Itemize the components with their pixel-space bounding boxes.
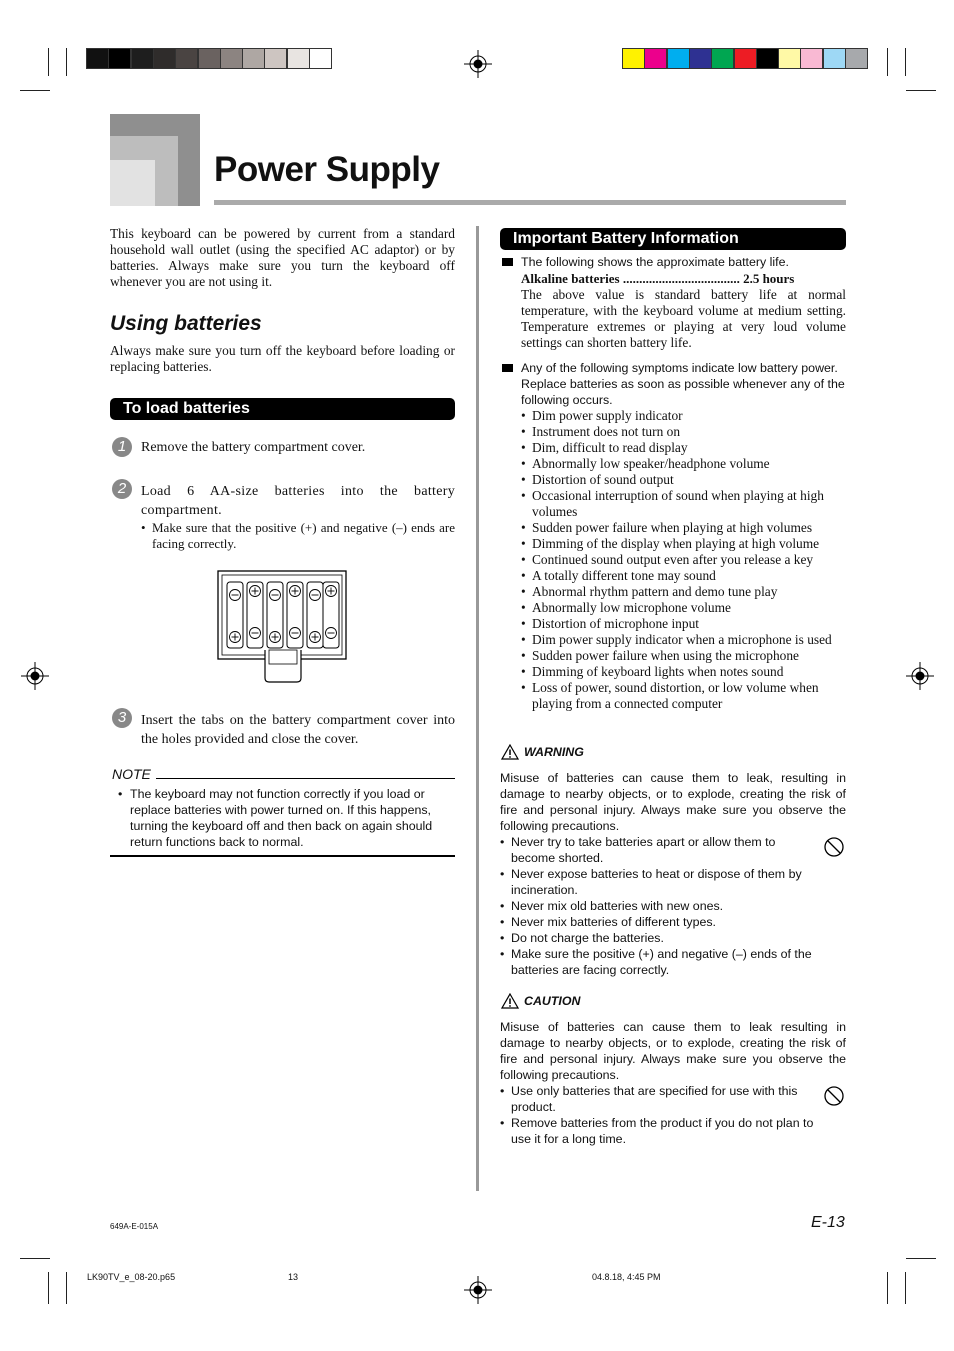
symptom-item: • Continued sound output even after you release a key bbox=[521, 552, 846, 568]
greyscale-swatch bbox=[108, 48, 131, 69]
note-top-rule bbox=[156, 778, 455, 779]
symptom-item: • Abnormally low microphone volume bbox=[521, 600, 846, 616]
footer-page: 13 bbox=[288, 1272, 299, 1282]
caution-item: • Use only batteries that are specified for use with this product. bbox=[500, 1083, 814, 1115]
warning-item: • Never mix old batteries with new ones. bbox=[500, 898, 814, 914]
step-2-sublist bbox=[141, 520, 455, 552]
symptom-item: • Loss of power, sound distortion, or low volume when playing from a connected computer bbox=[521, 680, 846, 712]
title-rule bbox=[214, 200, 846, 205]
greyscale-swatch bbox=[220, 48, 243, 69]
step-2-subnote: • Make sure that the positive (+) and negative (–) ends are facing correctly. bbox=[141, 520, 455, 552]
battery-life-intro: The following shows the approximate battery life. bbox=[521, 255, 789, 269]
step-1-text: Remove the battery compartment cover. bbox=[141, 440, 366, 455]
greyscale-swatch bbox=[131, 48, 154, 69]
caution-list bbox=[500, 1083, 814, 1147]
document-code: 649A-E-015A bbox=[110, 1222, 159, 1231]
warning-list bbox=[500, 834, 814, 978]
process-color-swatch bbox=[622, 48, 645, 69]
symptom-item: • Distortion of microphone input bbox=[521, 616, 846, 632]
caution-icon bbox=[501, 993, 519, 1009]
warning-item: • Never try to take batteries apart or allow them to become shorted. bbox=[500, 834, 814, 866]
step-2-number: 2 bbox=[112, 479, 132, 499]
page-number: E-13 bbox=[811, 1214, 845, 1231]
caution-text: Misuse of batteries can cause them to leak resulting in damage to nearby objects, or to explode, creating the risk of fire and personal injury. Always make sure you observe the following precautions. bbox=[500, 1020, 846, 1082]
warning-label: WARNING bbox=[524, 745, 584, 759]
footer-filename: LK90TV_e_08-20.p65 bbox=[87, 1272, 176, 1282]
step-3-number: 3 bbox=[112, 708, 132, 728]
step-1-number: 1 bbox=[112, 437, 132, 457]
using-batteries-heading: Using batteries bbox=[110, 312, 262, 335]
step-2-text: Load 6 AA-size batteries into the battery compartment. bbox=[141, 484, 455, 518]
caution-item: • Remove batteries from the product if you do not plan to use it for a long time. bbox=[500, 1115, 814, 1147]
using-batteries-text: Always make sure you turn off the keyboard before loading or replacing batteries. bbox=[110, 343, 455, 374]
caution-label: CAUTION bbox=[524, 994, 581, 1008]
symptom-item: • Sudden power failure when using the microphone bbox=[521, 648, 846, 664]
process-color-swatch bbox=[823, 48, 846, 69]
registration-mark-top bbox=[464, 50, 492, 78]
footer-date: 04.8.18, 4:45 PM bbox=[592, 1272, 661, 1282]
battery-info-heading: Important Battery Information bbox=[500, 228, 846, 250]
greyscale-swatch bbox=[287, 48, 310, 69]
warning-item: • Never mix batteries of different types. bbox=[500, 914, 814, 930]
warning-item: • Make sure the positive (+) and negative (–) ends of the batteries are facing correctly. bbox=[500, 946, 814, 978]
symptom-item: • Instrument does not turn on bbox=[521, 424, 846, 440]
note-label: NOTE bbox=[112, 766, 151, 782]
symptom-item: • Abnormally low speaker/headphone volume bbox=[521, 456, 846, 472]
symptoms-intro: Any of the following symptoms indicate low battery power. Replace batteries as soon as possible whenever any of the following occurs. bbox=[521, 361, 845, 407]
symptom-item: • Sudden power failure when playing at high volumes bbox=[521, 520, 846, 536]
battery-life-text: The above value is standard battery life at normal temperature, with the keyboard volume at medium setting. Temperature extremes or playing at very loud volume settings can shorten battery life. bbox=[521, 287, 846, 350]
prohibited-icon bbox=[824, 1086, 844, 1106]
symptom-item: • Dimming of the display when playing at high volume bbox=[521, 536, 846, 552]
warning-item: • Never expose batteries to heat or dispose of them by incineration. bbox=[500, 866, 814, 898]
step-3-text: Insert the tabs on the battery compartment cover into the holes provided and close the cover. bbox=[141, 713, 455, 747]
prohibited-icon bbox=[824, 837, 844, 857]
warning-item: • Do not charge the batteries. bbox=[500, 930, 814, 946]
note-text: • The keyboard may not function correctly if you load or replace batteries with power turned on. If this happens, turning the keyboard off and then back on again should return functions back to normal. bbox=[118, 786, 453, 850]
greyscale-swatch bbox=[153, 48, 176, 69]
greyscale-swatch bbox=[86, 48, 109, 69]
process-color-swatch bbox=[644, 48, 667, 69]
registration-mark-bottom bbox=[464, 1276, 492, 1304]
greyscale-swatch bbox=[242, 48, 265, 69]
page-title: Power Supply bbox=[214, 150, 440, 189]
symptom-item: • Distortion of sound output bbox=[521, 472, 846, 488]
symptom-item: • A totally different tone may sound bbox=[521, 568, 846, 584]
greyscale-swatch bbox=[198, 48, 221, 69]
process-color-swatch bbox=[800, 48, 823, 69]
symptom-item: • Dimming of keyboard lights when notes sound bbox=[521, 664, 846, 680]
alkaline-value: 2.5 hours bbox=[743, 271, 795, 286]
warning-icon bbox=[501, 744, 519, 760]
symptom-item: • Dim power supply indicator bbox=[521, 408, 846, 424]
column-divider bbox=[476, 226, 479, 1191]
process-color-swatch bbox=[711, 48, 734, 69]
registration-mark-right bbox=[906, 662, 934, 690]
battery-compartment-illustration bbox=[217, 570, 347, 684]
greyscale-swatch bbox=[175, 48, 198, 69]
alkaline-dots: .................................... bbox=[619, 271, 744, 286]
symptom-item: • Abnormal rhythm pattern and demo tune play bbox=[521, 584, 846, 600]
symptom-list bbox=[521, 408, 846, 712]
intro-paragraph: This keyboard can be powered by current from a standard household wall outlet (using the specified AC adaptor) or by batteries. Always make sure you turn the keyboard off whenever you are not using it. bbox=[110, 226, 455, 289]
load-batteries-heading: To load batteries bbox=[110, 398, 455, 420]
greyscale-swatch bbox=[309, 48, 332, 69]
title-decoration bbox=[110, 114, 200, 206]
square-bullet-icon bbox=[502, 364, 513, 372]
alkaline-label: Alkaline batteries bbox=[521, 271, 620, 286]
greyscale-swatch bbox=[264, 48, 287, 69]
alkaline-battery-life bbox=[521, 271, 846, 287]
note-bottom-rule bbox=[110, 855, 455, 857]
process-color-swatch bbox=[845, 48, 868, 69]
process-color-swatch bbox=[667, 48, 690, 69]
process-color-swatch bbox=[734, 48, 757, 69]
process-color-swatch bbox=[689, 48, 712, 69]
registration-mark-left bbox=[21, 662, 49, 690]
symptom-item: • Occasional interruption of sound when playing at high volumes bbox=[521, 488, 846, 520]
symptom-item: • Dim power supply indicator when a microphone is used bbox=[521, 632, 846, 648]
process-color-swatch bbox=[778, 48, 801, 69]
square-bullet-icon bbox=[502, 258, 513, 266]
warning-text: Misuse of batteries can cause them to leak, resulting in damage to nearby objects, or to explode, creating the risk of fire and personal injury. Always make sure you observe the following precautions. bbox=[500, 771, 846, 833]
symptom-item: • Dim, difficult to read display bbox=[521, 440, 846, 456]
process-color-swatch bbox=[756, 48, 779, 69]
note-list bbox=[118, 786, 453, 850]
